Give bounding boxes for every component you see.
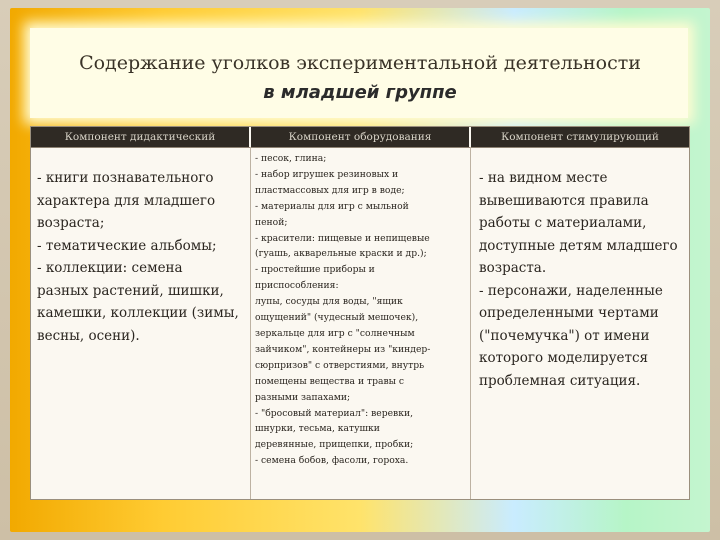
header-stimulating: Компонент стимулирующий (471, 127, 689, 147)
header-equipment: Компонент оборудования (251, 127, 469, 147)
didactic-text: - книги познавательного характера для младшего возраста; - тематические альбомы; - коллекции: семена разных растений, шишки, камешки, коллекции (зимы, весны, осени). (37, 170, 239, 344)
slide-title: Содержание уголков экспериментальной деятельности (79, 52, 641, 74)
content-table (30, 126, 690, 500)
cell-equipment (255, 151, 447, 469)
header-rule (31, 147, 689, 148)
cell-stimulating (479, 167, 685, 392)
column-divider (250, 147, 251, 499)
slide-subtitle: в младшей группе (263, 82, 457, 103)
equipment-text: - песок, глина; - набор игрушек резиновых и пластмассовых для игр в воде; - материалы для игр с мыльной пеной; - красители: пищевые и непищевые (гуашь, акварельные краски и др.); - простейшие приборы и приспособления: лупы, сосуды для воды, "ящик ощущений" (чудесный мешочек), зеркальце для игр с "солнечным зайчиком", контейнеры из "киндер- сюрпризов" с отверстиями, внутрь помещены вещества и травы с разными запахами; - "бросовый материал": веревки, шнурки, тесьма, катушки деревянные, прищепки, пробки; - семена бобов, фасоли, гороха. (255, 153, 431, 467)
stimulating-text: - на видном месте вывешиваются правила работы с материалами, доступные детям младшего возраста. - персонажи, наделенные определенными чертами ("почемучка") от имени которого моделируется проблемная ситуация. (479, 170, 678, 389)
column-divider (470, 147, 471, 499)
header-didactic: Компонент дидактический (31, 127, 249, 147)
cell-didactic (37, 167, 245, 347)
